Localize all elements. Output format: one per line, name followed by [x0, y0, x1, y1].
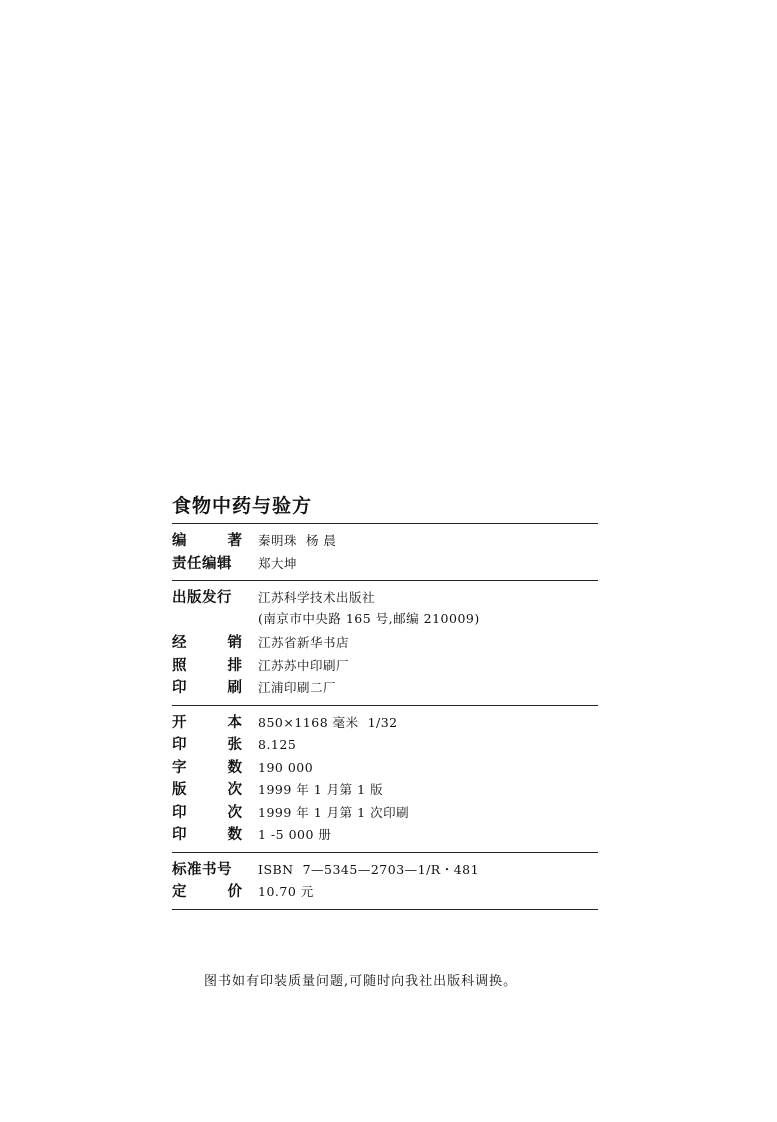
- row-label: 版 次: [172, 782, 242, 798]
- imprint-row: [172, 676, 598, 699]
- row-label: 照 排: [172, 657, 242, 674]
- imprint-row: [172, 880, 598, 903]
- row-value: 1999 年 1 月第 1 版: [258, 782, 384, 797]
- price-value: 10.70 元: [258, 884, 314, 899]
- row-label: 印 刷: [172, 680, 242, 696]
- row-label: 定 价: [172, 884, 242, 900]
- imprint-row: [172, 529, 598, 552]
- row-value: 850×1168 毫米 1/32: [258, 714, 398, 730]
- divider: [172, 909, 598, 910]
- isbn-value: ISBN 7—5345—2703—1/R・481: [258, 861, 480, 877]
- quality-notice: 图书如有印装质量问题,可随时向我社出版科调换。: [204, 974, 518, 989]
- row-label: 印 次: [172, 804, 242, 821]
- authors-section: [172, 524, 598, 580]
- imprint-block: [172, 493, 598, 910]
- row-label: 编 著: [172, 533, 242, 549]
- row-label: 印 数: [172, 827, 242, 843]
- row-value: 江浦印刷二厂: [258, 680, 337, 695]
- imprint-row: [172, 756, 598, 779]
- row-value: 秦明珠 杨 晨: [258, 533, 337, 548]
- imprint-row: [172, 733, 598, 756]
- publisher-address: (南京市中央路 165 号,邮编 210009): [258, 610, 480, 626]
- row-value: 8.125: [258, 737, 297, 752]
- isbn-section: [172, 853, 598, 909]
- row-value: 江苏省新华书店: [258, 635, 350, 650]
- row-value: 1999 年 1 月第 1 次印刷: [258, 804, 410, 820]
- imprint-row: [172, 654, 598, 677]
- row-label: 字 数: [172, 759, 242, 776]
- row-value: 江苏科学技术出版社: [258, 590, 376, 605]
- imprint-row: [172, 858, 598, 881]
- specs-section: [172, 706, 598, 852]
- imprint-row: [172, 778, 598, 801]
- row-label: 出版发行: [172, 590, 232, 606]
- row-value: 郑大坤: [258, 555, 298, 571]
- row-label: 责任编辑: [172, 555, 232, 572]
- row-label: 开 本: [172, 714, 242, 731]
- imprint-row: [172, 711, 598, 734]
- imprint-row: [172, 631, 598, 654]
- row-value: 1 -5 000 册: [258, 827, 332, 842]
- publishing-section: [172, 581, 598, 705]
- row-label: 标准书号: [172, 861, 232, 878]
- imprint-row-continued: [172, 609, 598, 632]
- imprint-row: [172, 801, 598, 824]
- row-value: 190 000: [258, 759, 314, 775]
- imprint-row: [172, 552, 598, 575]
- imprint-row: [172, 586, 598, 609]
- book-title: 食物中药与验方: [172, 495, 313, 517]
- row-value: 江苏苏中印刷厂: [258, 657, 350, 673]
- imprint-row: [172, 823, 598, 846]
- row-label: 印 张: [172, 737, 242, 753]
- row-label: 经 销: [172, 635, 242, 651]
